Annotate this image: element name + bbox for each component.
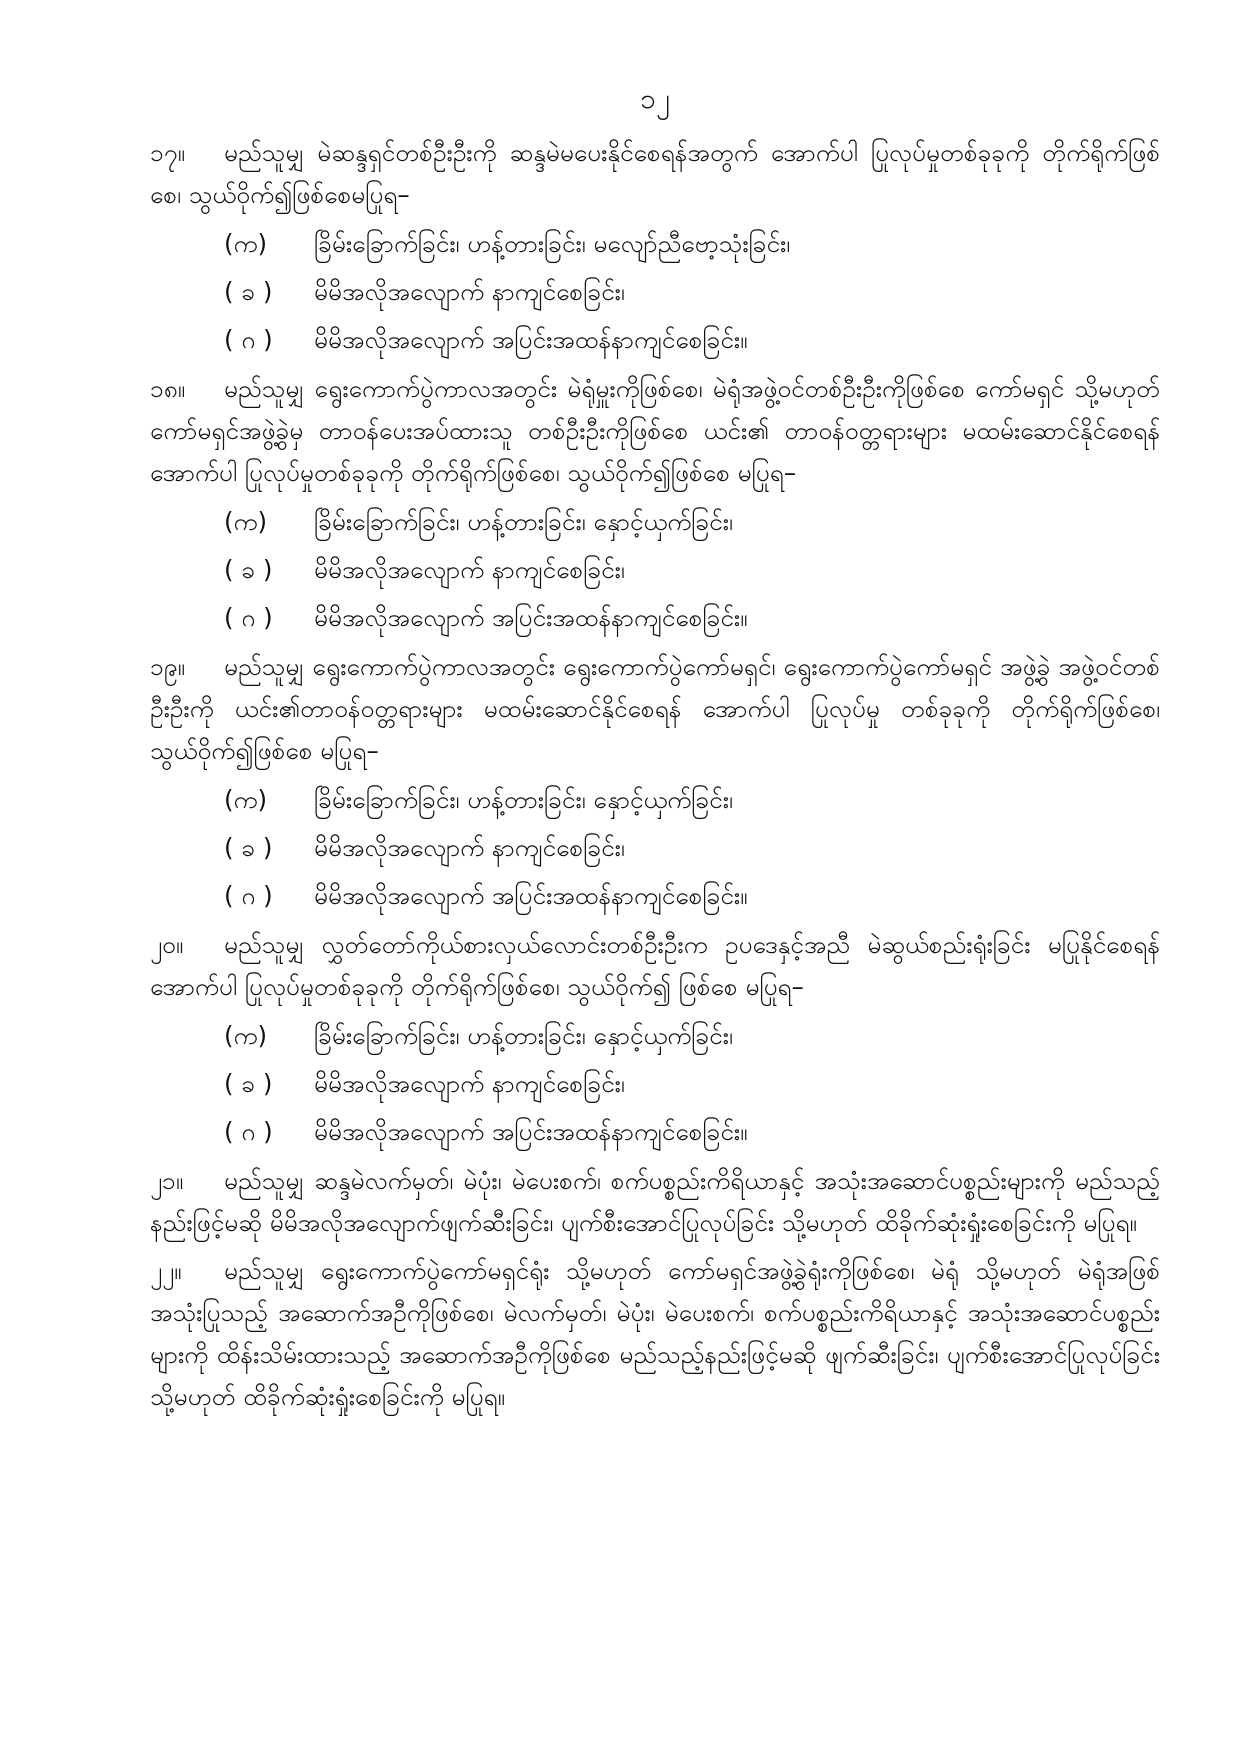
- clause-item: [150, 268, 1160, 316]
- section-number: ၂၁။: [150, 1166, 184, 1195]
- clause-item: [150, 776, 1160, 824]
- clause-label: ( ခ ): [224, 277, 273, 306]
- section-text: မည်သူမျှ ရွေးကောက်ပွဲကာလအတွင်း မဲရုံမှူးကိုဖြစ်စေ၊ မဲရုံအဖွဲ့ဝင်တစ်ဦးဦးကိုဖြစ်စေ ကော်မရှင် သို့မဟုတ် ကော်မရှင်အဖွဲ့ခွဲမှ တာဝန်ပေးအပ်ထားသူ တစ်ဦးဦးကိုဖြစ်စေ ယင်း၏ တာဝန်ဝတ္တရားများ မထမ်းဆောင်နိုင်စေရန် အောက်ပါ ပြုလုပ်မှုတစ်ခုခုကို တိုက်ရိုက်ဖြစ်စေ၊ သွယ်ဝိုက်၍ဖြစ်စေ မပြုရ–: [150, 374, 1160, 487]
- clause-label: (က): [224, 229, 268, 258]
- clause-label: (က): [224, 507, 268, 536]
- clause-label: ( ခ ): [224, 1069, 273, 1098]
- document-body: [150, 132, 1160, 1418]
- section-paragraph: [150, 368, 1160, 494]
- section-number: ၂၀။: [150, 930, 184, 959]
- clause-list: [150, 498, 1160, 642]
- clause-list: [150, 776, 1160, 920]
- section-text: မည်သူမျှ မဲဆန္ဒရှင်တစ်ဦးဦးကို ဆန္ဒမဲမပေးနိုင်စေရန်အတွက် အောက်ပါ ပြုလုပ်မှုတစ်ခုခုကို တိုက်ရိုက်ဖြစ်စေ၊ သွယ်ဝိုက်၍ဖြစ်စေမပြုရ–: [150, 138, 1160, 209]
- clause-text: မိမိအလိုအလျောက် အပြင်းအထန်နာကျင်စေခြင်း။: [314, 603, 748, 632]
- section-paragraph: [150, 1250, 1160, 1418]
- clause-label: ( ဂ ): [224, 325, 273, 354]
- clause-text: မိမိအလိုအလျောက် အပြင်းအထန်နာကျင်စေခြင်း။: [314, 325, 748, 354]
- clause-list: [150, 220, 1160, 364]
- clause-text: ခြိမ်းခြောက်ခြင်း၊ ဟန့်တားခြင်း၊ နှောင့်ယှက်ခြင်း၊: [314, 507, 733, 536]
- section-paragraph: [150, 924, 1160, 1008]
- clause-label: ( ဂ ): [224, 1117, 273, 1146]
- section-number: ၁၉။: [150, 652, 185, 681]
- clause-text: မိမိအလိုအလျောက် အပြင်းအထန်နာကျင်စေခြင်း။: [314, 1117, 748, 1146]
- clause-label: ( ခ ): [224, 833, 273, 862]
- clause-item: [150, 316, 1160, 364]
- section-paragraph: [150, 132, 1160, 216]
- clause-text: ခြိမ်းခြောက်ခြင်း၊ ဟန့်တားခြင်း၊ မလျော်ညီဗော့သုံးခြင်း၊: [314, 229, 791, 258]
- clause-text: မိမိအလိုအလျောက် နာကျင်စေခြင်း၊: [314, 1069, 625, 1098]
- section-text: မည်သူမျှ ရွေးကောက်ပွဲကာလအတွင်း ရွေးကောက်ပွဲကော်မရှင်၊ ရွေးကောက်ပွဲကော်မရှင် အဖွဲ့ခွဲ အဖွဲ့ဝင်တစ်ဦးဦးကို ယင်း၏တာဝန်ဝတ္တရားများ မထမ်းဆောင်နိုင်စေရန် အောက်ပါ ပြုလုပ်မှု တစ်ခုခုကို တိုက်ရိုက်ဖြစ်စေ၊ သွယ်ဝိုက်၍ဖြစ်စေ မပြုရ–: [150, 652, 1160, 765]
- page-number: ၁၂: [640, 82, 670, 115]
- clause-item: [150, 824, 1160, 872]
- section-paragraph: [150, 1160, 1160, 1244]
- section-22: [150, 1250, 1160, 1418]
- clause-list: [150, 1012, 1160, 1156]
- clause-item: [150, 1060, 1160, 1108]
- section-17: [150, 132, 1160, 364]
- section-text: မည်သူမျှ လွှတ်တော်ကိုယ်စားလှယ်လောင်းတစ်ဦးဦးက ဥပဒေနှင့်အညီ မဲဆွယ်စည်းရုံးခြင်း မပြုနိုင်စေရန် အောက်ပါ ပြုလုပ်မှုတစ်ခုခုကို တိုက်ရိုက်ဖြစ်စေ၊ သွယ်ဝိုက်၍ ဖြစ်စေ မပြုရ–: [150, 930, 1160, 1001]
- clause-item: [150, 594, 1160, 642]
- clause-label: ( ခ ): [224, 555, 273, 584]
- section-number: ၁၇။: [150, 138, 185, 167]
- clause-item: [150, 546, 1160, 594]
- clause-item: [150, 872, 1160, 920]
- section-number: ၁၈။: [150, 374, 186, 403]
- section-19: [150, 646, 1160, 920]
- clause-text: ခြိမ်းခြောက်ခြင်း၊ ဟန့်တားခြင်း၊ နှောင့်ယှက်ခြင်း၊: [314, 1021, 733, 1050]
- section-text: မည်သူမျှ ဆန္ဒမဲလက်မှတ်၊ မဲပုံး၊ မဲပေးစက်၊ စက်ပစ္စည်းကိရိယာနှင့် အသုံးအဆောင်ပစ္စည်းများကို မည်သည့်နည်းဖြင့်မဆို မိမိအလိုအလျောက်ဖျက်ဆီးခြင်း၊ ပျက်စီးအောင်ပြုလုပ်ခြင်း သို့မဟုတ် ထိခိုက်ဆုံးရှုံးစေခြင်းကို မပြုရ။: [150, 1166, 1160, 1237]
- clause-item: [150, 498, 1160, 546]
- clause-text: မိမိအလိုအလျောက် နာကျင်စေခြင်း၊: [314, 833, 625, 862]
- clause-label: (က): [224, 1021, 268, 1050]
- section-18: [150, 368, 1160, 642]
- clause-label: ( ဂ ): [224, 881, 273, 910]
- clause-text: ခြိမ်းခြောက်ခြင်း၊ ဟန့်တားခြင်း၊ နှောင့်ယှက်ခြင်း၊: [314, 785, 733, 814]
- section-number: ၂၂။: [150, 1256, 182, 1285]
- clause-label: (က): [224, 785, 268, 814]
- clause-label: ( ဂ ): [224, 603, 273, 632]
- section-21: [150, 1160, 1160, 1244]
- clause-item: [150, 1012, 1160, 1060]
- document-page: [150, 0, 1160, 1754]
- section-20: [150, 924, 1160, 1156]
- clause-item: [150, 1108, 1160, 1156]
- clause-item: [150, 220, 1160, 268]
- clause-text: မိမိအလိုအလျောက် နာကျင်စေခြင်း၊: [314, 555, 625, 584]
- section-text: မည်သူမျှ ရွေးကောက်ပွဲကော်မရှင်ရုံး သို့မဟုတ် ကော်မရှင်အဖွဲ့ခွဲရုံးကိုဖြစ်စေ၊ မဲရုံ သို့မဟုတ် မဲရုံအဖြစ် အသုံးပြုသည့် အဆောက်အဦကိုဖြစ်စေ၊ မဲလက်မှတ်၊ မဲပုံး၊ မဲပေးစက်၊ စက်ပစ္စည်းကိရိယာနှင့် အသုံးအဆောင်ပစ္စည်းများကို ထိန်းသိမ်းထားသည့် အဆောက်အဦကိုဖြစ်စေ မည်သည့်နည်းဖြင့်မဆို ဖျက်ဆီးခြင်း၊ ပျက်စီးအောင်ပြုလုပ်ခြင်း သို့မဟုတ် ထိခိုက်ဆုံးရှုံးစေခြင်းကို မပြုရ။: [150, 1256, 1160, 1411]
- clause-text: မိမိအလိုအလျောက် နာကျင်စေခြင်း၊: [314, 277, 625, 306]
- section-paragraph: [150, 646, 1160, 772]
- clause-text: မိမိအလိုအလျောက် အပြင်းအထန်နာကျင်စေခြင်း။: [314, 881, 748, 910]
